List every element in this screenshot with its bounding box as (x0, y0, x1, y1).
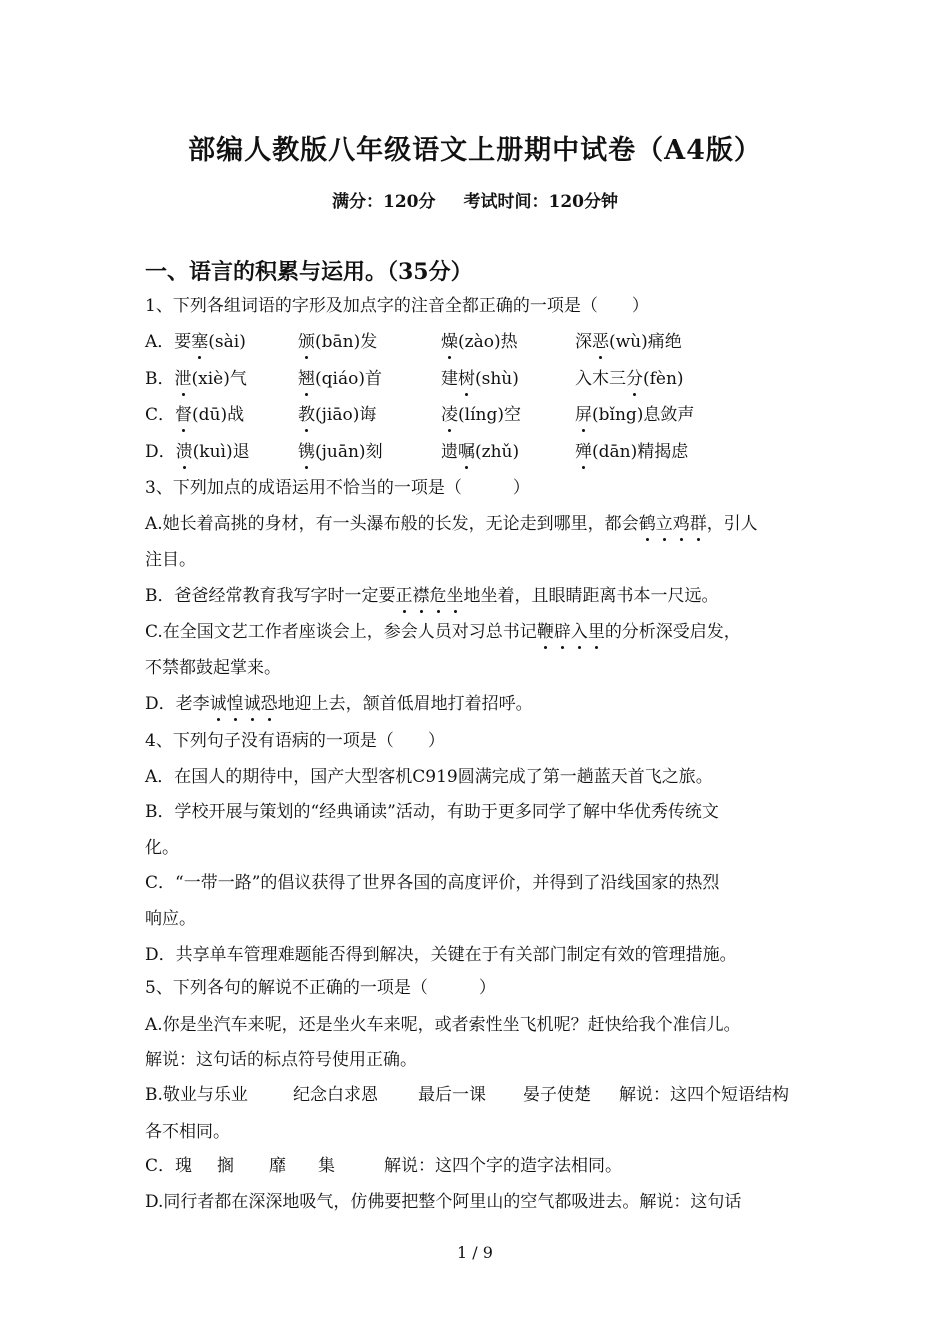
q5-option-c: C．瑰 搁 靡 集 解说：这四个字的造字法相同。 (145, 1156, 622, 1176)
q3-option-c-cont: 不禁都鼓起掌来。 (145, 658, 281, 678)
full-score: 满分：120分 (332, 192, 436, 212)
q3-option-c: C.在全国文艺工作者座谈会上，参会人员对习总书记鞭辟入里的分析深受启发， (145, 622, 741, 642)
q5-option-b-cont: 各不相同。 (145, 1122, 230, 1142)
question-3-stem: 3、下列加点的成语运用不恰当的一项是（ ） (145, 478, 530, 498)
exam-info (0, 187, 950, 212)
q5-option-b: B.敬业与乐业 纪念白求恩 最后一课 晏子使楚 解说：这四个短语结构 (145, 1085, 789, 1105)
q3-option-a: A.她长着高挑的身材，有一头瀑布般的长发，无论走到哪里，都会鹤立鸡群，引人 (145, 514, 758, 534)
q4-option-b: B．学校开展与策划的“经典诵读”活动，有助于更多同学了解中华优秀传统文 (145, 802, 719, 822)
q4-option-d: D．共享单车管理难题能否得到解决，关键在于有关部门制定有效的管理措施。 (145, 945, 737, 965)
idiom-dotted: 鹤立鸡群 (638, 514, 707, 534)
q3-option-d: D．老李诚惶诚恐地迎上去，颔首低眉地打着招呼。 (145, 694, 533, 714)
idiom-dotted: 鞭辟入里 (536, 622, 605, 642)
q5-option-a: A.你是坐汽车来呢，还是坐火车来呢，或者索性坐飞机呢？赶快给我个准信儿。 (145, 1015, 741, 1035)
page-title: 部编人教版八年级语文上册期中试卷（A4版） (188, 135, 762, 166)
q3-option-a-cont: 注目。 (145, 550, 196, 570)
idiom-dotted: 诚惶诚恐 (209, 694, 278, 714)
q4-option-c: C．“一带一路”的倡议获得了世界各国的高度评价，并得到了沿线国家的热烈 (145, 873, 720, 893)
idiom-dotted: 正襟危坐 (395, 586, 464, 606)
q4-option-b-cont: 化。 (145, 838, 179, 858)
q4-option-c-cont: 响应。 (145, 909, 196, 929)
q1-option-b: B．泄(xiè)气 翘(qiáo)首 建树(shù) 入木三分(fèn) (145, 369, 684, 389)
q5-option-a-note: 解说：这句话的标点符号使用正确。 (145, 1050, 417, 1070)
q3-option-b: B．爸爸经常教育我写字时一定要正襟危坐地坐着，且眼睛距离书本一尺远。 (145, 586, 719, 606)
exam-time: 考试时间：120分钟 (463, 192, 618, 212)
question-5-stem: 5、下列各句的解说不正确的一项是（ ） (145, 978, 496, 998)
q1-option-a: A．要塞(sài) 颁(bān)发 燥(zào)热 深恶(wù)痛绝 (145, 332, 682, 352)
q4-option-a: A．在国人的期待中，国产大型客机C919圆满完成了第一趟蓝天首飞之旅。 (145, 767, 713, 787)
q1-option-c: C．督(dū)战 教(jiāo)诲 凌(líng)空 屏(bǐng)息敛声 (145, 405, 695, 425)
question-1-stem: 1、下列各组词语的字形及加点字的注音全都正确的一项是（ ） (145, 296, 649, 316)
q1-option-d: D．溃(kuì)退 镌(juān)刻 遗嘱(zhǔ) 殚(dān)精揭虑 (145, 442, 689, 462)
section-heading: 一、语言的积累与运用。（35分） (145, 259, 473, 285)
page-number: 1 / 9 (457, 1243, 493, 1262)
q5-option-d: D.同行者都在深深地吸气，仿佛要把整个阿里山的空气都吸进去。解说：这句话 (145, 1192, 742, 1212)
question-4-stem: 4、下列句子没有语病的一项是（ ） (145, 731, 445, 751)
